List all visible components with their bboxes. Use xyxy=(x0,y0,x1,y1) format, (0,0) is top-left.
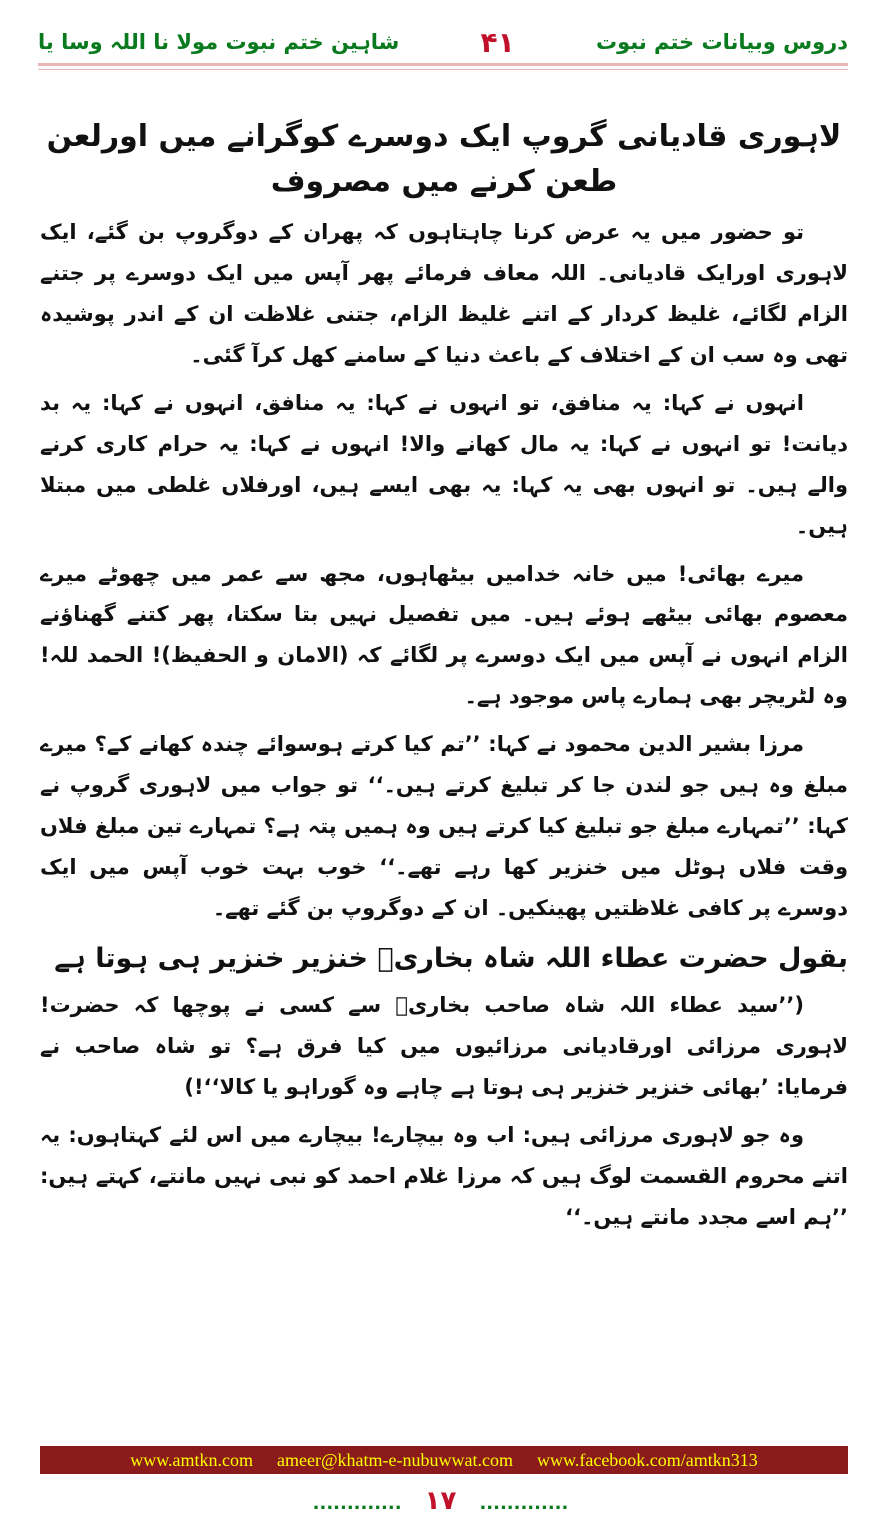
section-title: لاہوری قادیانی گروپ ایک دوسرے کوگرانے میں اورلعن طعن کرنے میں مصروف xyxy=(46,119,842,199)
bottom-page-number-row xyxy=(0,1486,881,1526)
paragraph: مرزا بشیر الدین محمود نے کہا: ’’تم کیا کرتے ہوسوائے چندہ کھانے کے؟ میرے مبلغ وہ ہیں جو لندن جا کر تبلیغ کرتے ہیں۔‘‘ تو جواب میں لاہوری گروپ نے کہا: ’’تمہارے مبلغ جو تبلیغ کیا کرتے ہیں وہ ہمیں پتہ ہے؟ تمہارے تین مبلغ فلاں وقت فلاں ہوٹل میں خنزیر کھا رہے تھے۔‘‘ خوب بہت خوب آپس میں ایک دوسرے پر کافی غلاظتیں پھینکیں۔ ان کے دوگروپ بن گئے تھے۔ xyxy=(40,732,848,920)
paragraph: (’’سید عطاء اللہ شاہ صاحب بخاریؒ سے کسی نے پوچھا کہ حضرت! لاہوری مرزائی اورقادیانی مرزائیوں میں کیا فرق ہے؟ تو شاہ صاحب نے فرمایا: ’بھائی خنزیر خنزیر ہی ہوتا ہے چاہے وہ گوراہو یا کالا‘‘!) xyxy=(40,993,848,1100)
dots-left: ............. xyxy=(312,1493,402,1514)
header-right-title: شاہین ختم نبوت مولا نا اللہ وسا یا xyxy=(38,30,400,54)
bottom-page-number: ۱۷ xyxy=(424,1486,457,1516)
dots-right: ............. xyxy=(479,1493,569,1514)
header-left-title: دروس وبیانات ختم نبوت xyxy=(595,30,848,54)
header-divider-thin xyxy=(38,69,848,70)
footer-website-link[interactable]: www.amtkn.com xyxy=(130,1449,254,1470)
footer-email-link[interactable]: ameer@khatm-e-nubuwwat.com xyxy=(277,1449,514,1470)
section-subtitle: بقول حضرت عطاء اللہ شاہ بخاریؒ خنزیر خنزیر ہی ہوتا ہے xyxy=(54,942,848,974)
footer-facebook-link[interactable]: www.facebook.com/amtkn313 xyxy=(537,1449,758,1470)
paragraph: میرے بھائی! میں خانہ خدامیں بیٹھاہوں، مجھ سے عمر میں چھوٹے میرے معصوم بھائی بیٹھے ہوئے ہیں۔ میں تفصیل نہیں بتا سکتا، پھر کتنے گھناؤنے الزام انہوں نے آپس میں ایک دوسرے پر لگائے کہ (الامان و الحفیظ)! الحمد للہ! وہ لٹریچر بھی ہمارے پاس موجود ہے۔ xyxy=(40,561,848,709)
footer-bar xyxy=(40,1446,848,1474)
page-header xyxy=(38,22,848,62)
paragraph: وہ جو لاہوری مرزائی ہیں: اب وہ بیچارے! بیچارے میں اس لئے کہتاہوں: یہ اتنے محروم القسمت لوگ ہیں کہ مرزا غلام احمد کو نبی نہیں مانتے، کہتے ہیں: ’’ہم اسے مجدد مانتے ہیں۔‘‘ xyxy=(40,1123,848,1230)
page-content xyxy=(40,100,848,1435)
paragraph: تو حضور میں یہ عرض کرنا چاہتاہوں کہ پھران کے دوگروپ بن گئے، ایک لاہوری اورایک قادیانی۔ اللہ معاف فرمائے پھر آپس میں ایک دوسرے پر جتنے الزام لگائے، غلیظ کردار کے اتنے غلیظ الزام، جتنی غلاظت ان کے اندر پوشیدہ تھی وہ سب ان کے اختلاف کے باعث دنیا کے سامنے کھل کرآ گئی۔ xyxy=(40,220,848,367)
header-divider xyxy=(38,63,848,66)
paragraph: انہوں نے کہا: یہ منافق، تو انہوں نے کہا: یہ منافق، انہوں نے کہا: یہ بد دیانت! تو انہوں نے کہا: یہ مال کھانے والا! انہوں نے کہا: یہ حرام کاری کرنے والے ہیں۔ تو انہوں بھی یہ کہا: یہ بھی ایسے ہیں، اورفلاں غلطی میں مبتلا ہیں۔ xyxy=(40,390,848,538)
header-page-number: ۴۱ xyxy=(480,25,515,59)
